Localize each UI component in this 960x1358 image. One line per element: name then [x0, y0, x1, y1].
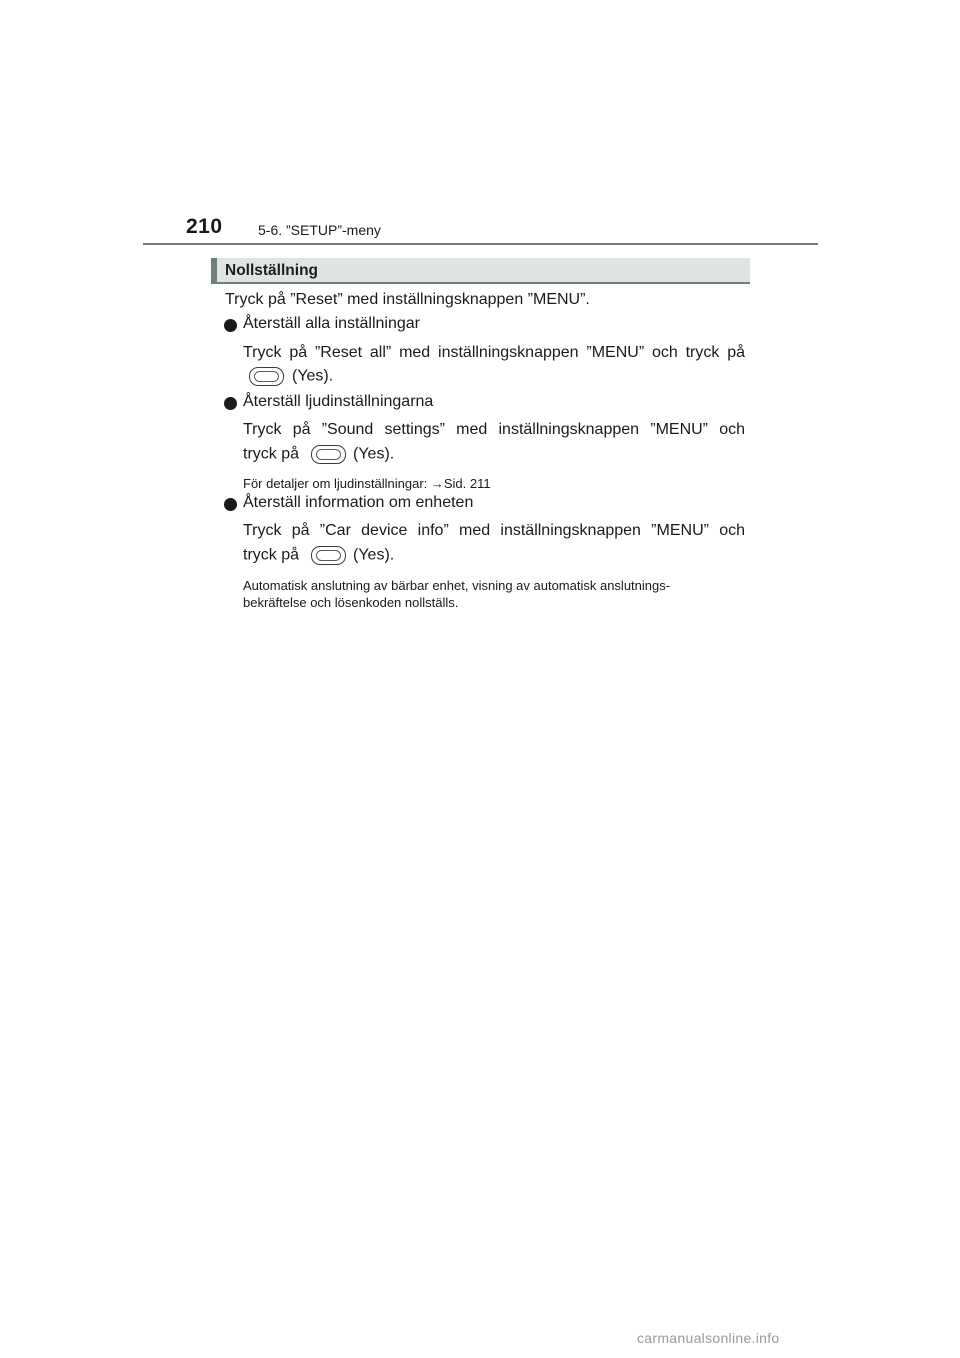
- item-instruction-cont: [243, 546, 394, 565]
- yes-label: (Yes).: [353, 445, 395, 463]
- item-instruction-cont: [243, 367, 333, 386]
- item-title: Återställ alla inställningar: [243, 315, 420, 332]
- yes-button-icon: [311, 546, 346, 565]
- item-title: Återställ ljudinställningarna: [243, 393, 434, 410]
- bullet-icon: [224, 397, 237, 410]
- instruction-prefix: tryck på: [243, 445, 300, 463]
- section-label: 5-6. ”SETUP”-meny: [258, 222, 381, 238]
- page-number: 210: [186, 215, 223, 238]
- heading-accent-bar: [211, 258, 217, 282]
- bullet-icon: [224, 319, 237, 332]
- yes-button-icon: [311, 445, 346, 464]
- item-instruction: Tryck på ”Sound settings” med inställningsknappen ”MENU” och: [243, 421, 745, 438]
- heading-title: Nollställning: [225, 262, 318, 279]
- instruction-prefix: tryck på: [243, 546, 300, 564]
- intro-text: Tryck på ”Reset” med inställningsknappen ”MENU”.: [225, 291, 590, 308]
- yes-label: (Yes).: [292, 367, 334, 385]
- item-instruction: Tryck på ”Car device info” med inställningsknappen ”MENU” och: [243, 522, 745, 539]
- item-instruction: Tryck på ”Reset all” med inställningsknappen ”MENU” och tryck på: [243, 344, 745, 361]
- yes-label: (Yes).: [353, 546, 395, 564]
- watermark: carmanualsonline.info: [637, 1330, 780, 1346]
- bullet-icon: [224, 498, 237, 511]
- yes-button-icon: [249, 367, 284, 386]
- item-note-line1: Automatisk anslutning av bärbar enhet, visning av automatisk anslutnings-: [243, 578, 671, 593]
- item-title: Återställ information om enheten: [243, 494, 474, 511]
- item-note-line2: bekräftelse och lösenkoden nollställs.: [243, 595, 459, 610]
- item-note: För detaljer om ljudinställningar: →Sid. 211: [243, 476, 491, 491]
- section-heading: [211, 258, 750, 284]
- item-instruction-cont: [243, 445, 394, 464]
- header-rule: [143, 243, 818, 245]
